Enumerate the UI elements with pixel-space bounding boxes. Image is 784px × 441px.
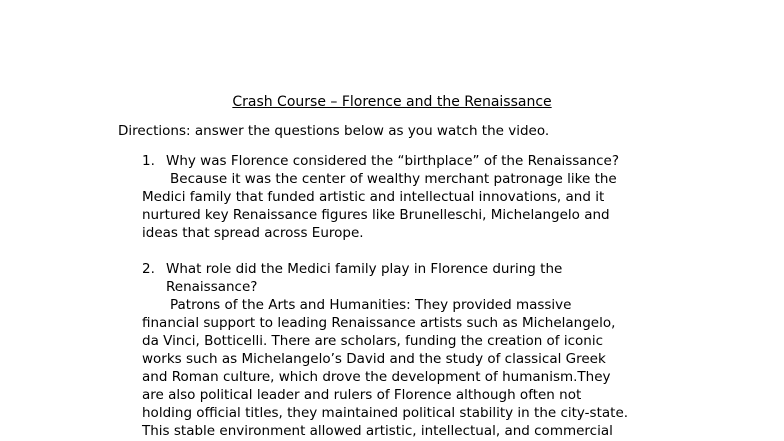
question-1-text: Why was Florence considered the “birthplace” of the Renaissance?	[166, 153, 620, 169]
directions-text: Directions: answer the questions below as you watch the video.	[118, 123, 550, 139]
document-title: Crash Course – Florence and the Renaissance	[232, 94, 552, 110]
answer-2-line: are also political leader and rulers of Florence although often not	[142, 387, 582, 403]
answer-2-line: holding official titles, they maintained political stability in the city-state.	[142, 405, 629, 421]
question-1-number: 1.	[142, 153, 155, 169]
answer-1-line: nurtured key Renaissance figures like Brunelleschi, Michelangelo and	[142, 207, 610, 223]
answer-2-line: Patrons of the Arts and Humanities: They provided massive	[170, 297, 572, 313]
question-2-number: 2.	[142, 261, 155, 277]
question-2-text: What role did the Medici family play in Florence during the	[166, 261, 563, 277]
question-2-text: Renaissance?	[166, 279, 258, 295]
answer-2-line: works such as Michelangelo’s David and the study of classical Greek	[142, 351, 606, 367]
answer-2-line: da Vinci, Botticelli. There are scholars, funding the creation of iconic	[142, 333, 604, 349]
answer-2-line: financial support to leading Renaissance artists such as Michelangelo,	[142, 315, 616, 331]
answer-1-line: Medici family that funded artistic and intellectual innovations, and it	[142, 189, 605, 205]
answer-2-line: and Roman culture, which drove the development of humanism.They	[142, 369, 611, 385]
answer-1-line: ideas that spread across Europe.	[142, 225, 364, 241]
answer-1-line: Because it was the center of wealthy merchant patronage like the	[170, 171, 617, 187]
answer-2-line: This stable environment allowed artistic, intellectual, and commercial	[142, 423, 613, 439]
